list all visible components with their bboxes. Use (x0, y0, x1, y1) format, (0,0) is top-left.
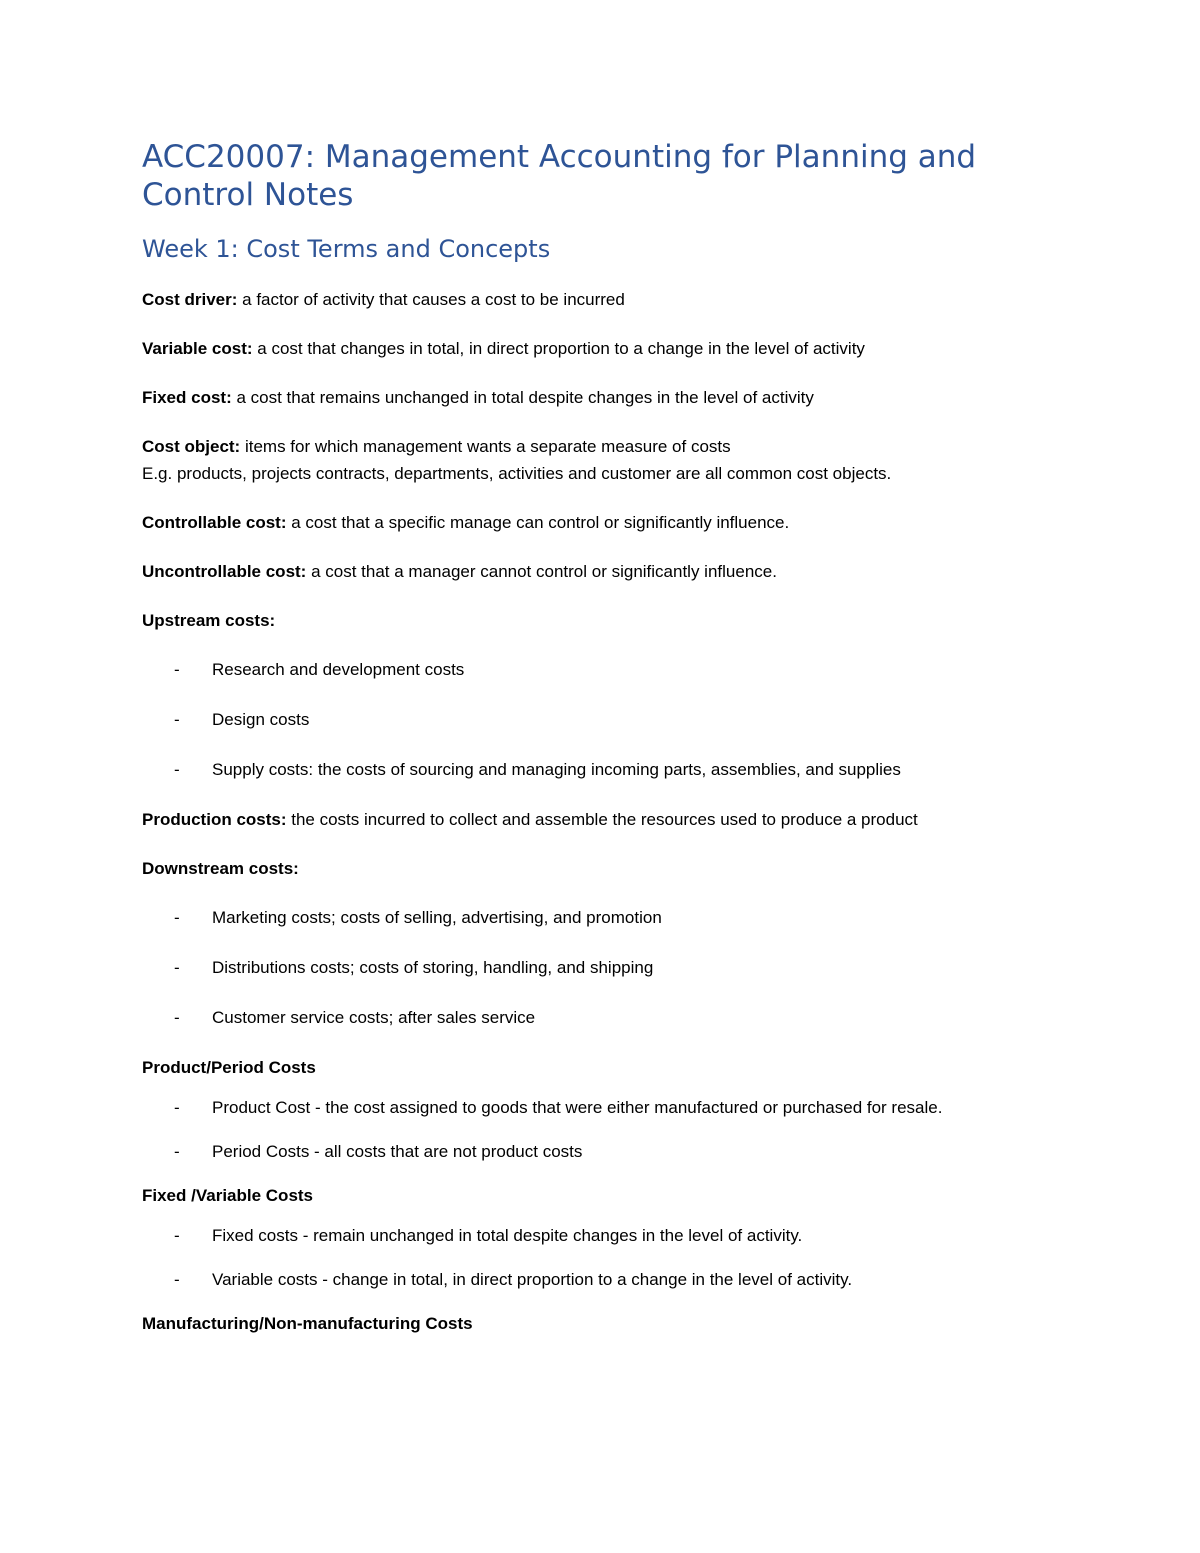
list-item-text: Product Cost - the cost assigned to goods that were either manufactured or purchased for resale. (212, 1098, 943, 1117)
list-item (142, 656, 1042, 683)
downstream-list (142, 904, 1042, 1031)
dash-marker: - (174, 1008, 180, 1027)
list-item (142, 954, 1042, 981)
upstream-list (142, 656, 1042, 783)
definition-example: E.g. products, projects contracts, departments, activities and customer are all common cost objects. (142, 464, 892, 483)
dash-marker: - (174, 1098, 180, 1117)
definition-term: Cost object: (142, 437, 241, 456)
document-title: ACC20007: Management Accounting for Planning and Control Notes (142, 139, 977, 213)
list-item (142, 756, 1042, 783)
dash-marker: - (174, 1226, 180, 1245)
upstream-heading: Upstream costs: (142, 611, 276, 630)
manufacturing-heading: Manufacturing/Non-manufacturing Costs (142, 1314, 473, 1333)
dash-marker: - (174, 660, 180, 679)
list-item (142, 1094, 1042, 1121)
dash-marker: - (174, 1142, 180, 1161)
document-body (142, 138, 1042, 1350)
definition-text: a cost that changes in total, in direct proportion to a change in the level of activity (252, 339, 865, 358)
list-item-text: Distributions costs; costs of storing, handling, and shipping (212, 958, 654, 977)
definition-term: Cost driver: (142, 290, 238, 309)
dash-marker: - (174, 710, 180, 729)
definition-text: items for which management wants a separate measure of costs (240, 437, 731, 456)
definition-term: Uncontrollable cost: (142, 562, 307, 581)
definition-text: a cost that a specific manage can control or significantly influence. (286, 513, 790, 532)
list-item (142, 1266, 1042, 1293)
definition-term: Variable cost: (142, 339, 253, 358)
definition-cost-object (142, 433, 1042, 487)
definition-text: a cost that remains unchanged in total despite changes in the level of activity (231, 388, 814, 407)
list-item-text: Marketing costs; costs of selling, advertising, and promotion (212, 908, 662, 927)
list-item-text: Variable costs - change in total, in direct proportion to a change in the level of activity. (212, 1270, 853, 1289)
definition-uncontrollable-cost (142, 558, 1042, 585)
list-item (142, 706, 1042, 733)
definition-production-costs (142, 806, 1042, 833)
definition-cost-driver (142, 286, 1042, 313)
list-item-text: Period Costs - all costs that are not product costs (212, 1142, 583, 1161)
week-heading: Week 1: Cost Terms and Concepts (142, 235, 551, 263)
definition-fixed-cost (142, 384, 1042, 411)
dash-marker: - (174, 908, 180, 927)
definition-text: a cost that a manager cannot control or significantly influence. (306, 562, 777, 581)
list-item-text: Supply costs: the costs of sourcing and managing incoming parts, assemblies, and supplies (212, 760, 901, 779)
definition-term: Production costs: (142, 810, 287, 829)
list-item-text: Design costs (212, 710, 310, 729)
downstream-heading: Downstream costs: (142, 859, 299, 878)
list-item (142, 1004, 1042, 1031)
list-item (142, 1138, 1042, 1165)
fixed-variable-heading: Fixed /Variable Costs (142, 1186, 314, 1205)
definition-term: Fixed cost: (142, 388, 232, 407)
fixed-variable-list (142, 1222, 1042, 1293)
dash-marker: - (174, 760, 180, 779)
definition-variable-cost (142, 335, 1042, 362)
list-item-text: Customer service costs; after sales service (212, 1008, 536, 1027)
list-item-text: Fixed costs - remain unchanged in total despite changes in the level of activity. (212, 1226, 803, 1245)
definition-text: a factor of activity that causes a cost to be incurred (237, 290, 625, 309)
product-period-list (142, 1094, 1042, 1165)
product-period-heading: Product/Period Costs (142, 1058, 316, 1077)
list-item (142, 1222, 1042, 1249)
dash-marker: - (174, 958, 180, 977)
list-item-text: Research and development costs (212, 660, 465, 679)
dash-marker: - (174, 1270, 180, 1289)
definition-term: Controllable cost: (142, 513, 287, 532)
definition-text: the costs incurred to collect and assemble the resources used to produce a product (286, 810, 918, 829)
definition-controllable-cost (142, 509, 1042, 536)
list-item (142, 904, 1042, 931)
